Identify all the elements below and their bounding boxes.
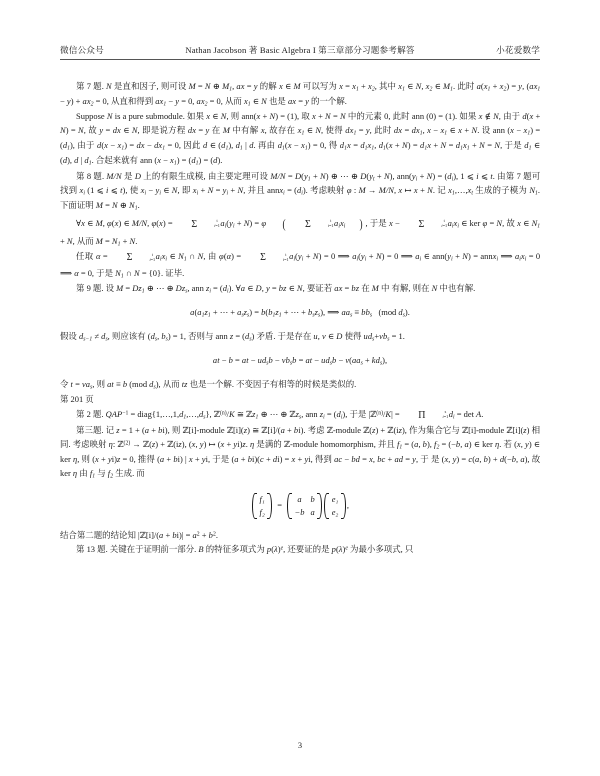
header-right-label: 小花爱数学 — [496, 45, 540, 55]
header-center-title: Nathan Jacobson 著 Basic Algebra I 第三章部分习题参考解答 — [185, 45, 415, 55]
paragraph-problem-8: 第 8 题. M/N 是 D 上的有限生成模, 由主要定理可设 $M/N = D(y_1 + N)$ ⊕ ⋯ ⊕ $D(y_t + N)$, $ann(y_i + N) = (d_i)$, 1 ⩽ i ⩽ t. 由第 7 题可找到 $x_i$ (1 ⩽ i ⩽ t), 使 $x_i - y_i$ ∈ N, 即 $x_i + N = y_i + N$, 并且 annx$_i$ = $(d_i)$. 考虑映射 φ : M → M/N, x ↦ x + N. 记 $x_1,\dots,x_t$ 生成的子模为 $N_1$. 下面证明 M = N ⊕ $N_1$. — [60, 170, 541, 213]
matrix-lhs — [252, 493, 272, 519]
paragraph-assumption: 假设 $d_{s-1} \ne d_s$, 则应该有 ($d_s$, $b_s) = 1$, 否则与 ann $z = (d_s)$ 矛盾. 于是存在 u, v ∈ D 使得 $ud_s+vb_s = 1$. — [60, 330, 405, 343]
paragraph-problem-2: 第 2 题. $QAP^{-1}$ = $diag\{1,\dots,1,d_1,\dots,d_s\}$, ℤ$^{(n)}$/K ≅ ℤz$_1$ ⊕ ⋯ ⊕ ℤz$_s$, ann $z_i = (d_i)$, 于是 |ℤ$^{(n)}$/K| = Π s i=1 $d_i = \det A$. — [76, 408, 484, 421]
display-matrix-equation — [60, 493, 540, 519]
header-left-label: 微信公众号 — [60, 45, 104, 55]
matrix-equals-sign: = — [277, 499, 283, 510]
paragraph-forall-x: ∀x ∈ M, φ(x) ∈ M/N, φ(x) = Σ t i=1 $a_i(y_i + N) = \varphi$ ( Σ t i=1 $a_ix_i$ ) , 于是 x − Σ t i=1 $a_ix_i$ ∈ ker φ = N, 故 x ∈ $N_1 + N$, 从而 $M = N_1 + N$. — [60, 216, 541, 248]
matrix-middle — [287, 493, 322, 519]
matrix-cell: b — [310, 494, 315, 505]
matrix-cell: f₁ — [259, 494, 265, 505]
paragraph-alpha-intersection: 任取 α = Σ t i=1 $a_ix_i$ ∈ $N_1$ ∩ N, 由 φ(α) = Σ t i=1 $a_i(y_i + N) = 0$ ⟹ $a_i(y_i + N) = 0$ ⟹ $a_i$ ∈ $ann(y_i + N)$ = annx$_i$ ⟹ $a_ix_i = 0$ ⟹ α = 0, 于是 $N_1$ ∩ N = {0}. 证毕. — [60, 251, 541, 280]
page-number: 3 — [297, 741, 303, 750]
matrix-cell: a — [297, 494, 302, 505]
display-equation-1: $a(a_1z_1$ + ⋯ + $a_sz_s) = b(b_1z_1$ + ⋯ + $b_sz_s$), ⟹ $aa_s \equiv bb_s$ (mod $d_s$). — [190, 306, 410, 319]
paragraph-problem-13: 第 13 题. 关键在于证明前一部分. B 的特征多项式为 $p(\lambda)^e$, 还要证的是 $p(\lambda)^e$ 为最小多项式, 只 — [76, 543, 414, 554]
matrix-cell: e₁ — [331, 494, 339, 505]
matrix-cell: e₂ — [331, 507, 339, 518]
paragraph-conclusion-problem-2: 结合第二题的结论知 |ℤ[i]/(a + $bi)| = a^2 + b^2$. — [60, 529, 218, 540]
matrix-cell: a — [310, 507, 315, 518]
paragraph-page-201: 第 201 页 — [60, 394, 94, 405]
display-equation-2: at − b = at − $ud_sb - vb_sb$ = at − $ud_sb - v(aa_s + kd_s)$, — [212, 354, 388, 367]
matrix-cell: −b — [294, 507, 305, 518]
running-header — [60, 44, 540, 60]
paragraph-let-t: 令 $t = va_s$, 则 at ≡ b (mod $d_s$), 从而 tz 也是一个解. 不变因子有相等的时候是类似的. — [60, 378, 357, 391]
paragraph-problem-9: 第 9 题. 设 $M = Dz_1$ ⊕ ⋯ ⊕ $Dz_s$, ann $z_i = (d_i)$. ∀a ∈ D, y = bz ∈ N, 要证若 ax = bz 在 M 中 有解, 则在 N 中也有解. — [76, 282, 476, 295]
matrix-cell: f₂ — [259, 507, 265, 518]
matrix-trailing-comma: , — [346, 499, 349, 510]
document-body — [60, 80, 540, 557]
matrix-rhs — [324, 493, 346, 519]
paragraph-problem-3: 第三题. 记 z = 1 + (a + bi), 则 ℤ[i]-module ℤ[i](z) ≅ ℤ[i]/(a + bi). 考虑 ℤ-module ℤ(z) + ℤ(iz), 作为集合它与 ℤ[i]-module ℤ[i](z) 相同. 考虑映射 η: ℤ$^{(2)}$ → ℤ(z) + ℤ(iz), (x, y) ↦ (x + yi)z. η 是满的 ℤ-module homomorphism, 并且 $f_1 = (a$, b), $f_2 = (-b$, a) ∈ ker η. 若 (x, y) ∈ ker η, 则 (x + yi)z = 0, 推得 (a + bi) | x + yi, 于是 (a + bi)(c + di) = x + yi, 得到 ac − bd = x, bc + ad = y, 于 是 (x, y) = c(a, b) + d(−b, a), 故 ker η 由 $f_1$ 与 $f_2$ 生成. 而 — [60, 425, 541, 480]
paragraph-pure-submodule: Suppose N is a pure submodule. 如果 x ∈ N, 则 ann(x + N) = (1), 取 x + N = N 中的元素 0, 此时 ann (0) = (1). 如果 x ∉ N, 由于 d(x + N) = N, 故 y = dx ∈ N, 即是说方程 dx = y 在 M 中有解 x, 故存在 $x_1$ ∈ N, 使得 $dx_1 = y$, 此时 dx = $dx_1$, $x - x_1$ ∈ x + N. 设 ann $(x - x_1) = (d_1)$, 由于 $d(x - x_1)$ = dx − $dx_1 = 0$, 因此 d ∈ $(d_1)$, $d_1$ | d. 再由 $d_1(x - x_1) = 0$, 得 $d_1x = d_1x_1$, $d_1(x + N) = d_1x + N = d_1x_1 + N = N$, 于是 $d_1$ ∈ (d), d | $d_1$. 合起来就有 ann $(x - x_1) = (d_1) = (d)$. — [60, 111, 541, 167]
paragraph-problem-7: 第 7 题. N 是直和因子, 则可设 M = N ⊕ $M_1$, ax = y 的解 x ∈ M 可以写为 $x = x_1 + x_2$, 其中 $x_1$ ∈ N, $x_2$ ∈ $M_1$. 此时 $a(x_1 + x_2) = y$, $(ax_1 - y) + ax_2 = 0$, 从直和得到 $ax_1 - y = 0$, $ax_2 = 0$, 从而 $x_1$ ∈ N 也是 ax = y 的一个解. — [60, 81, 541, 108]
